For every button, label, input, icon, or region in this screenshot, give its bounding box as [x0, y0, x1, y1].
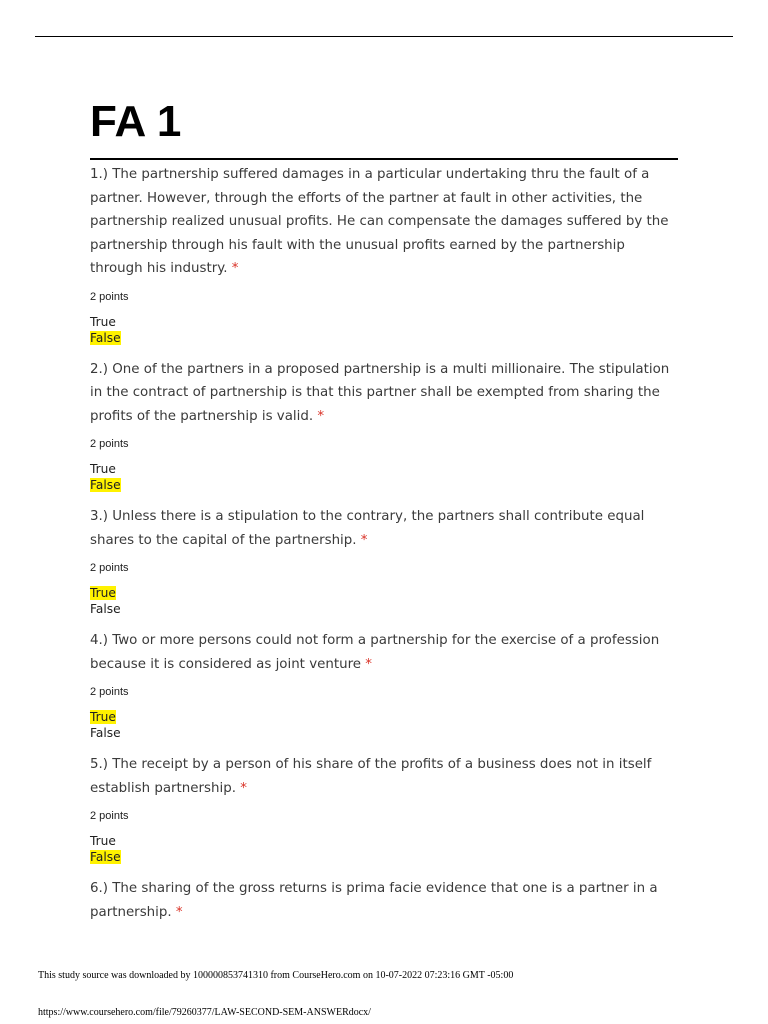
points-label: 2 points [90, 290, 129, 303]
page-title: FA 1 [90, 97, 182, 146]
option-false[interactable] [90, 849, 680, 865]
points-label: 2 points [90, 686, 129, 698]
required-mark: * [231, 261, 239, 276]
answer-options [90, 833, 680, 865]
source-url: https://www.coursehero.com/file/79260377/LAW-SECOND-SEM-ANSWERdocx/ [38, 1007, 371, 1018]
required-mark: * [365, 656, 372, 672]
option-true[interactable] [90, 585, 680, 601]
question-text-body: 1.) The partnership suffered damages in a particular undertaking thru the fault of a partner. However, through the efforts of the partner at fault in other activities, the partnership realized unusual profits. He can compensate the damages suffered by the partnership through his fault with the unusual profits earned by the partnership through his industry. [90, 167, 669, 276]
points-label: 2 points [90, 810, 129, 822]
option-label-highlighted: True [90, 710, 116, 724]
answer-options [90, 709, 680, 741]
question-text-body: 4.) Two or more persons could not form a partnership for the exercise of a profession because it is considered as joint venture [90, 633, 660, 672]
title-underline [90, 158, 678, 160]
question-text [90, 358, 680, 429]
question-4 [90, 629, 680, 741]
question-6 [90, 877, 680, 924]
option-label-highlighted: True [90, 586, 116, 600]
question-list [90, 163, 680, 936]
question-3 [90, 505, 680, 617]
download-notice: This study source was downloaded by 100000853741310 from CourseHero.com on 10-07-2022 07:23:16 GMT -05:00 [38, 970, 514, 981]
question-text [90, 505, 680, 552]
question-1 [90, 163, 680, 346]
option-false[interactable] [90, 725, 680, 741]
answer-options [90, 461, 680, 493]
option-true[interactable] [90, 314, 680, 330]
option-label-highlighted: False [90, 478, 121, 492]
option-true[interactable] [90, 461, 680, 477]
option-label: True [90, 462, 116, 476]
points-label: 2 points [90, 438, 129, 450]
answer-options [90, 314, 680, 346]
option-false[interactable] [90, 477, 680, 493]
option-false[interactable] [90, 601, 680, 617]
option-label: False [90, 726, 121, 740]
question-text-body: 6.) The sharing of the gross returns is prima facie evidence that one is a partner in a partnership. [90, 881, 658, 920]
required-mark: * [240, 780, 247, 796]
option-label-highlighted: False [90, 330, 121, 345]
answer-options [90, 585, 680, 617]
required-mark: * [317, 408, 325, 424]
option-true[interactable] [90, 709, 680, 725]
points-label: 2 points [90, 562, 129, 574]
required-mark: * [360, 532, 368, 548]
required-mark: * [175, 904, 183, 920]
question-text [90, 877, 680, 924]
question-text [90, 163, 680, 281]
option-label: False [90, 602, 121, 616]
top-divider [35, 36, 733, 37]
question-text [90, 753, 680, 800]
question-text-body: 2.) One of the partners in a proposed partnership is a multi millionaire. The stipulation in the contract of partnership is that this partner shall be exempted from sharing the profits of the partnership is valid. [90, 361, 670, 424]
question-text-body: 5.) The receipt by a person of his share of the profits of a business does not in itself establish partnership. [90, 757, 652, 796]
question-5 [90, 753, 680, 865]
question-2 [90, 358, 680, 494]
question-text [90, 629, 680, 676]
option-label: True [90, 834, 116, 848]
question-text-body: 3.) Unless there is a stipulation to the contrary, the partners shall contribute equal shares to the capital of the partnership. [90, 509, 645, 548]
option-label-highlighted: False [90, 850, 121, 864]
option-true[interactable] [90, 833, 680, 849]
option-label: True [90, 314, 116, 329]
option-false[interactable] [90, 330, 680, 346]
